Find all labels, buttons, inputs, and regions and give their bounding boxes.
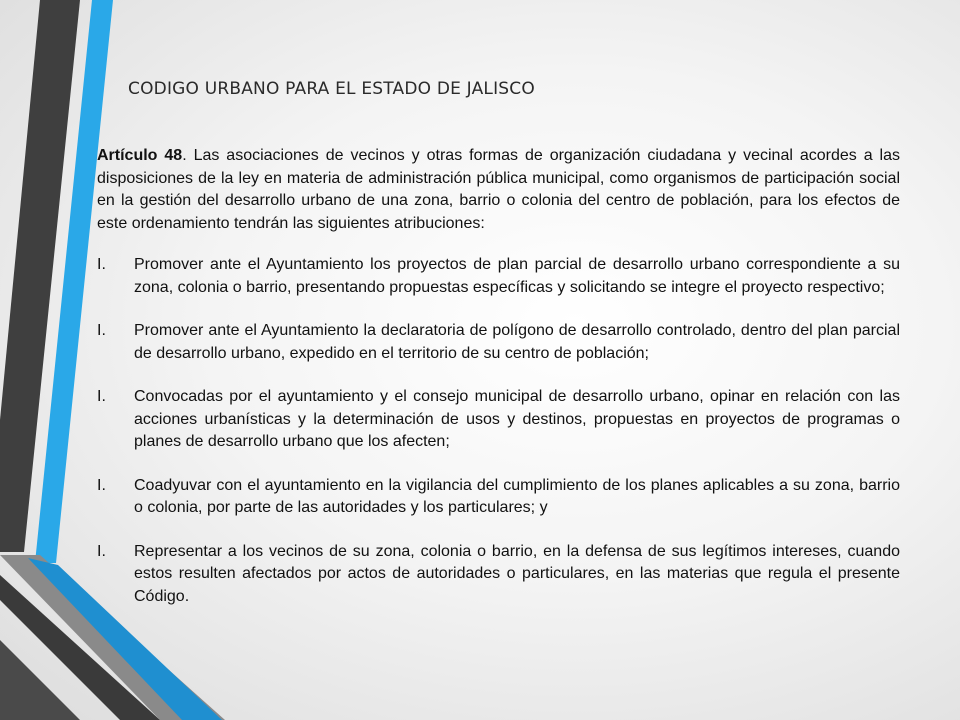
list-item-number: I.: [97, 322, 106, 339]
list-item-text: Representar a los vecinos de su zona, colonia o barrio, en la defensa de sus legítimos intereses, cuando estos resulten afectados por actos de autoridades o particulares, en las materias que regula el presente Código.: [134, 542, 900, 605]
list-item-number: I.: [97, 388, 106, 405]
article-text: . Las asociaciones de vecinos y otras formas de organización ciudadana y vecinal acordes a las disposiciones de la ley en materia de administración pública municipal, como organismos de participación social en la gestión del desarrollo urbano de una zona, barrio o colonia del centro de población, para los efectos de este ordenamiento tendrán las siguientes atribuciones:: [97, 147, 900, 232]
list-item-number: I.: [97, 542, 106, 560]
article-intro: [97, 145, 900, 235]
list-item-number: I.: [97, 256, 106, 273]
list-item: [97, 386, 900, 454]
list-item-number: I.: [97, 476, 106, 494]
list-item-text: Promover ante el Ayuntamiento la declaratoria de polígono de desarrollo controlado, dentro del plan parcial de desarrollo urbano, expedido en el territorio de su centro de población;: [134, 322, 900, 362]
list-item-text: Coadyuvar con el ayuntamiento en la vigilancia del cumplimiento de los planes aplicables a su zona, barrio o colonia, por parte de las autoridades y los particulares; y: [134, 476, 900, 516]
article-body: [97, 145, 900, 629]
list-item: [97, 475, 900, 520]
slide-title: CODIGO URBANO PARA EL ESTADO DE JALISCO: [128, 79, 535, 99]
list-item: [97, 254, 900, 299]
list-item: [97, 320, 900, 365]
list-item: [97, 541, 900, 609]
list-item-text: Promover ante el Ayuntamiento los proyectos de plan parcial de desarrollo urbano correspondiente a su zona, colonia o barrio, presentando propuestas específicas y solicitando se integre el proyecto respectivo;: [134, 256, 900, 296]
list-item-text: Convocadas por el ayuntamiento y el consejo municipal de desarrollo urbano, opinar en relación con las acciones urbanísticas y la determinación de usos y destinos, propuestas en proyectos de programas o planes de desarrollo urbano que los afecten;: [134, 388, 900, 450]
article-label: Artículo 48: [97, 147, 183, 164]
